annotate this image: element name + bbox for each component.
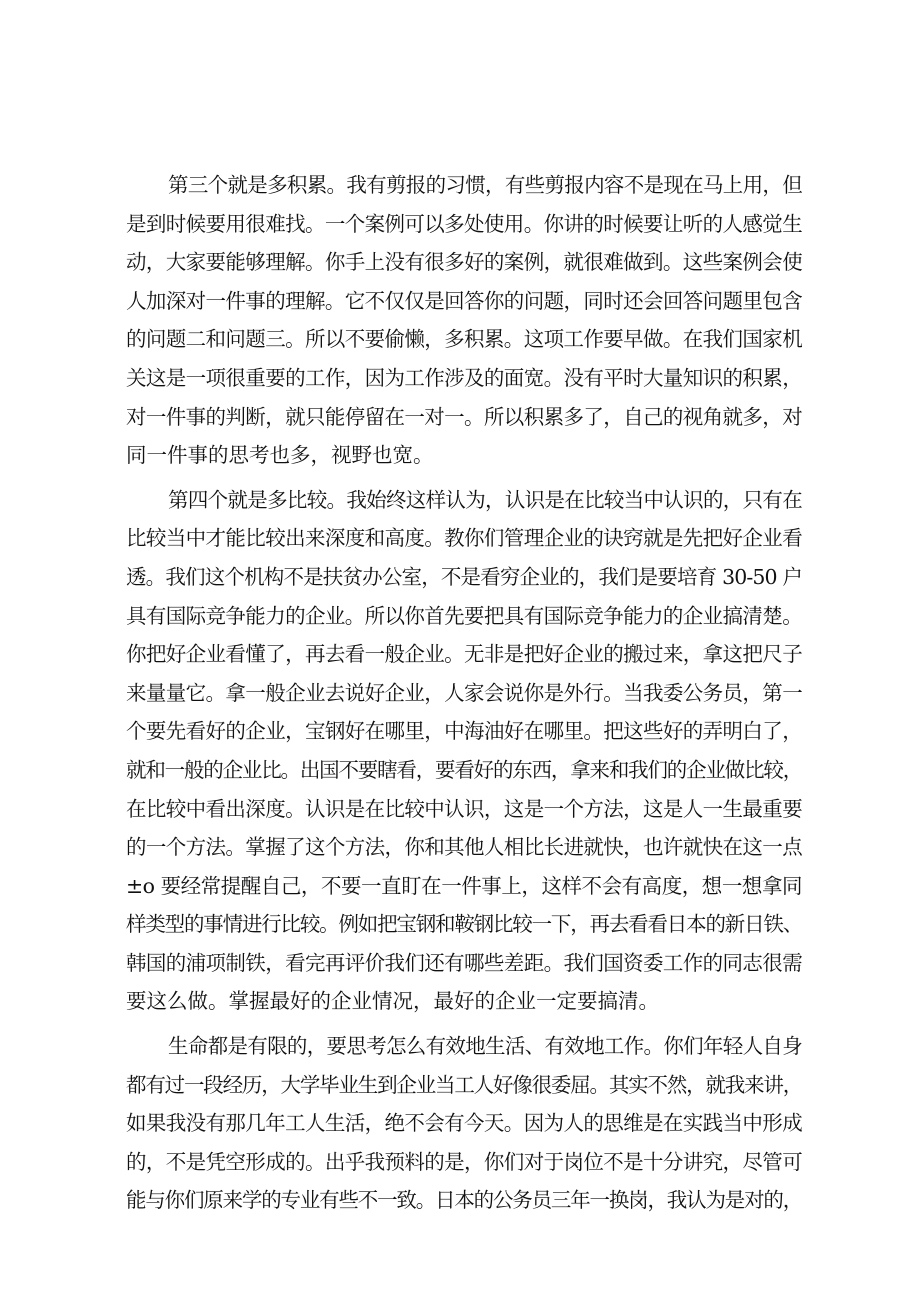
text-line: 你把好企业看懂了，再去看一般企业。无非是把好企业的搬过来，拿这把尺子 — [126, 642, 802, 667]
text-line: 样类型的事情进行比较。例如把宝钢和鞍钢比较一下，再去看看日本的新日铁、 — [126, 912, 802, 937]
paragraph-compare — [126, 481, 802, 1021]
text-line: 生命都是有限的，要思考怎么有效地生活、有效地工作。你们年轻人自身 — [168, 1034, 802, 1059]
text-line: 第三个就是多积累。我有剪报的习惯，有些剪报内容不是现在马上用，但 — [168, 173, 802, 197]
text-line: 来量量它。拿一般企业去说好企业，人家会说你是外行。当我委公务员，第一 — [126, 680, 802, 705]
text-line: 个要先看好的企业，宝钢好在哪里，中海油好在哪里。把这些好的弄明白了， — [126, 719, 802, 744]
text-line: 具有国际竞争能力的企业。所以你首先要把具有国际竞争能力的企业搞清楚。 — [126, 603, 802, 628]
body-text — [126, 166, 802, 1220]
text-line: 的，不是凭空形成的。出乎我预料的是，你们对于岗位不是十分讲究，尽管可 — [126, 1149, 802, 1174]
text-line: 动，大家要能够理解。你手上没有很多好的案例，就很难做到。这些案例会使 — [126, 250, 802, 275]
text-line: 比较当中才能比较出来深度和高度。教你们管理企业的诀窍就是先把好企业看 — [126, 526, 802, 551]
text-line: 韩国的浦项制铁，看完再评价我们还有哪些差距。我们国资委工作的同志很需 — [126, 950, 802, 975]
text-line: 人加深对一件事的理解。它不仅仅是回答你的问题，同时还会回答问题里包含 — [126, 288, 802, 313]
text-line: 关这是一项很重要的工作，因为工作涉及的面宽。没有平时大量知识的积累， — [126, 365, 802, 390]
text-line: 要这么做。掌握最好的企业情况，最好的企业一定要搞清。 — [126, 989, 659, 1014]
text-line: 能与你们原来学的专业有些不一致。日本的公务员三年一换岗，我认为是对的， — [126, 1188, 802, 1213]
text-line: 都有过一段经历，大学毕业生到企业当工人好像很委屈。其实不然，就我来讲， — [126, 1072, 802, 1097]
text-line: 的问题二和问题三。所以不要偷懒，多积累。这项工作要早做。在我们国家机 — [126, 327, 802, 352]
text-line: 第四个就是多比较。我始终这样认为，认识是在比较当中认识的，只有在 — [168, 487, 802, 512]
paragraph-life — [126, 1027, 802, 1220]
text-line: 如果我没有那几年工人生活，绝不会有今天。因为人的思维是在实践当中形成 — [126, 1111, 802, 1136]
text-line: 对一件事的判断，就只能停留在一对一。所以积累多了，自己的视角就多，对 — [126, 404, 802, 429]
text-line: 在比较中看出深度。认识是在比较中认识，这是一个方法，这是人一生最重要 — [126, 796, 802, 821]
text-line: 是到时候要用很难找。一个案例可以多处使用。你讲的时候要让听的人感觉生 — [126, 211, 802, 236]
paragraph-accumulate — [126, 166, 802, 475]
text-line: 透。我们这个机构不是扶贫办公室，不是看穷企业的，我们是要培育 30-50 户 — [126, 564, 802, 589]
text-line: 同一件事的思考也多，视野也宽。 — [126, 443, 434, 468]
text-line: 就和一般的企业比。出国不要瞎看，要看好的东西，拿来和我们的企业做比较， — [126, 757, 802, 782]
text-line: ±o 要经常提醒自己，不要一直盯在一件事上，这样不会有高度，想一想拿同 — [126, 873, 802, 898]
text-line: 的一个方法。掌握了这个方法，你和其他人相比长进就快，也许就快在这一点 — [126, 835, 802, 860]
